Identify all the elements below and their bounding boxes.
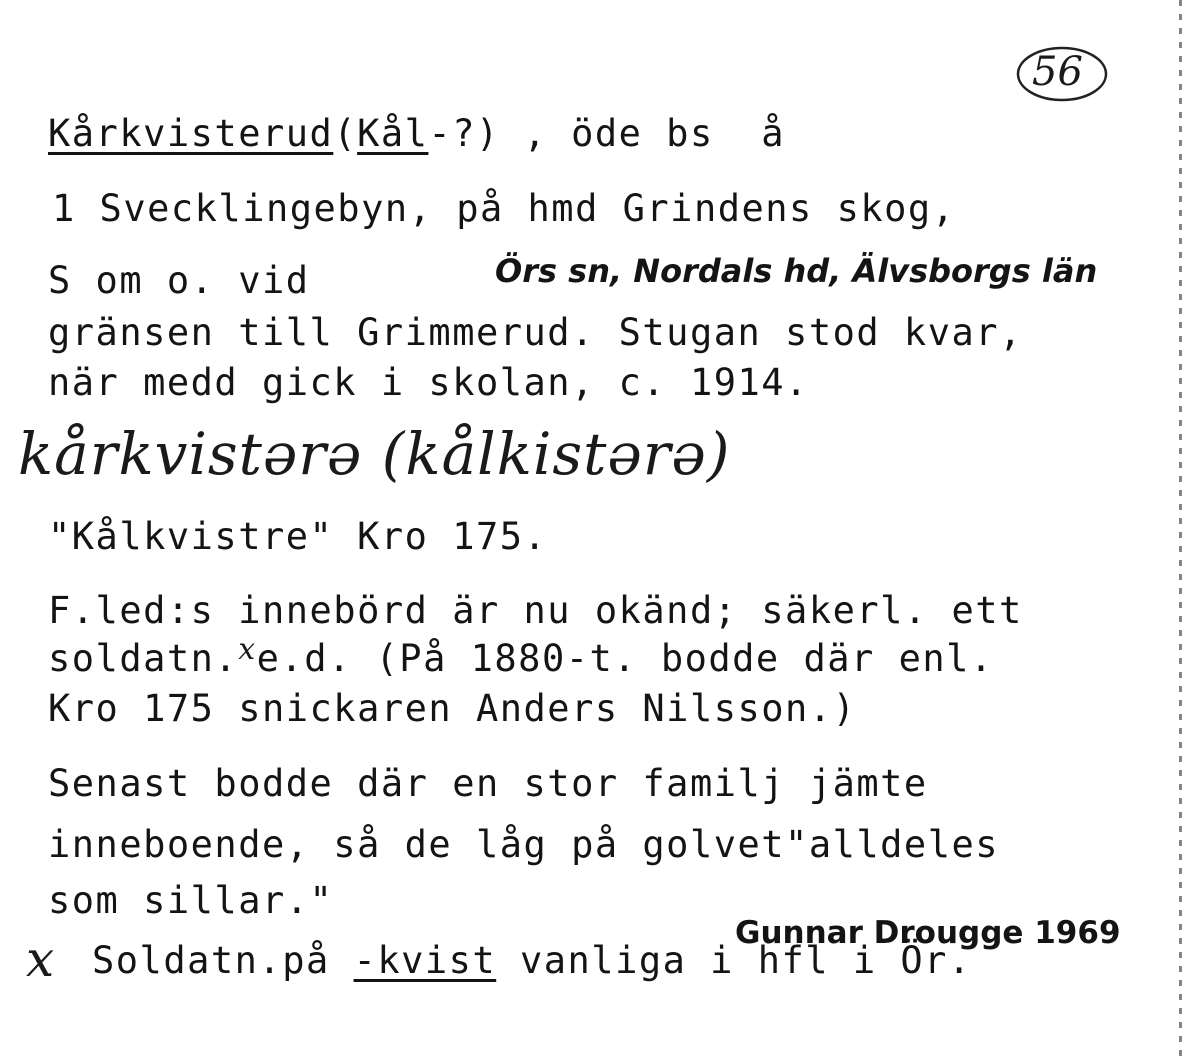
text-line-10: Senast bodde där en stor familj jämte [48, 762, 928, 805]
text-line-12: som sillar." [48, 879, 334, 922]
headword-rest-2: å [761, 112, 786, 155]
footnote-part-b: -kvist [353, 939, 497, 982]
text-line-2: 1 Svecklingebyn, på hmd Grindens skog, [52, 187, 956, 230]
headword-rest: -?) , öde bs [428, 112, 714, 155]
footnote-mark: x [26, 930, 55, 988]
headword-alternative: Kål [357, 112, 429, 155]
footnote-part-a: Soldatn.på [92, 939, 354, 982]
text-line-7: F.led:s innebörd är nu okänd; säkerl. ett [48, 589, 1023, 632]
text-line-3: S om o. vid [48, 259, 310, 302]
headword-line [48, 112, 786, 155]
text-line-5: när medd gick i skolan, c. 1914. [48, 361, 809, 404]
page-number: 56 [1032, 49, 1083, 95]
text-line-11: inneboende, så de låg på golvet"alldeles [48, 823, 1000, 866]
phonetic-transcription: kårkvistərə (kålkistərə) [18, 420, 731, 488]
headword-paren-open: ( [333, 112, 358, 155]
author-stamp: Gunnar Drougge 1969 [735, 915, 1121, 951]
text-line-8-part-a: soldatn. [48, 637, 239, 680]
scan-edge [1179, 0, 1182, 1057]
text-line-8 [48, 632, 994, 680]
footnote-line [92, 939, 972, 982]
text-line-9: Kro 175 snickaren Anders Nilsson.) [48, 687, 857, 730]
text-line-4: gränsen till Grimmerud. Stugan stod kvar, [48, 311, 1023, 354]
footnote-mark-inline: x [238, 632, 257, 667]
headword-place: Kårkvisterud [48, 112, 334, 155]
text-line-6: "Kålkvistre" Kro 175. [48, 515, 548, 558]
footnote-part-c: vanliga i hfl i Ör. [496, 939, 972, 982]
parish-stamp: Örs sn, Nordals hd, Älvsborgs län [495, 252, 1098, 290]
text-line-8-part-b: e.d. (På 1880-t. bodde där enl. [256, 637, 994, 680]
